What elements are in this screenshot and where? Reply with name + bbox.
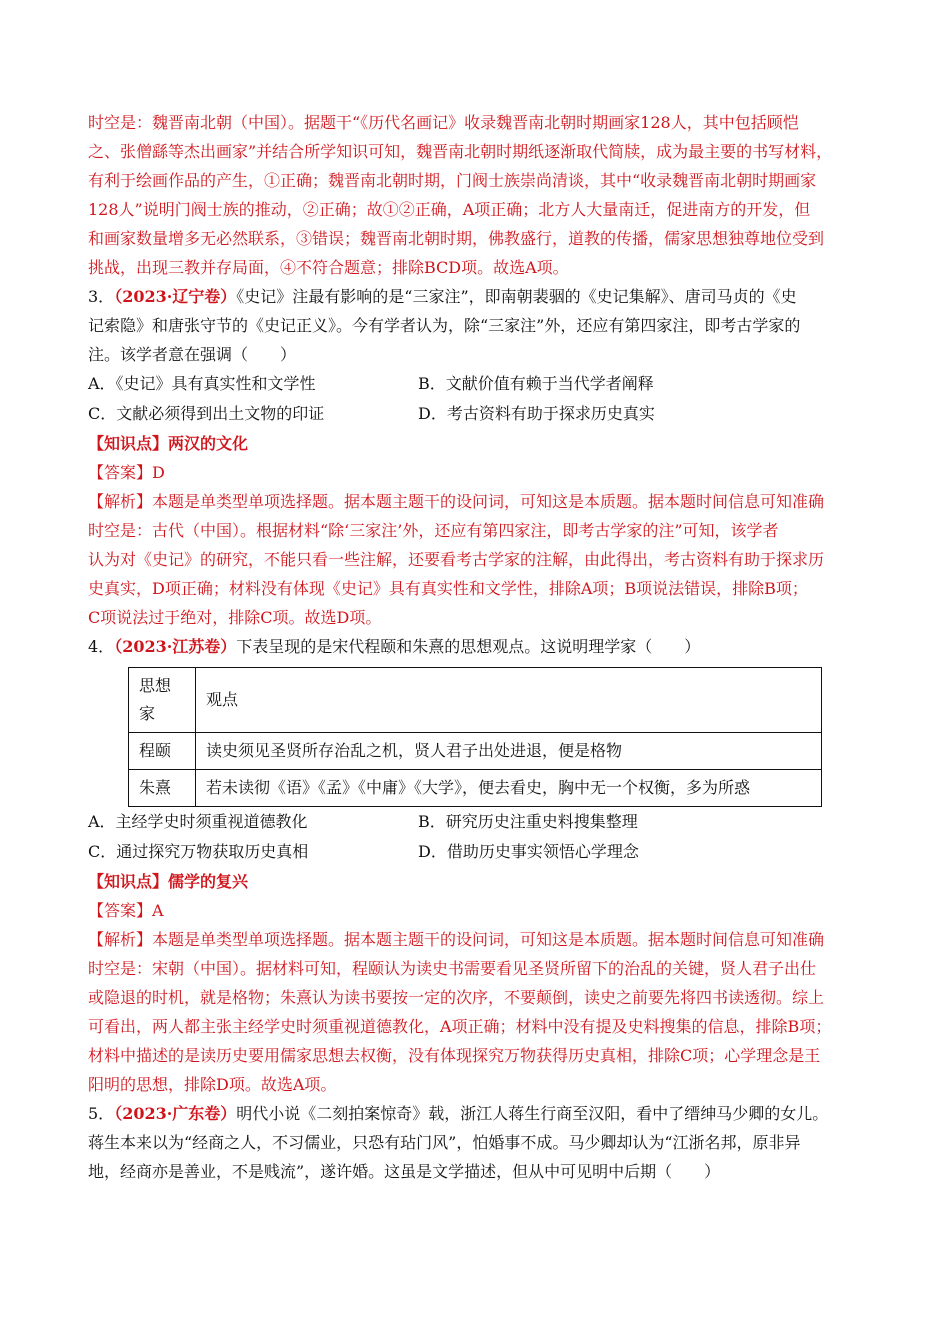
table-header-cell: 思想家 (129, 668, 196, 733)
table-cell: 程颐 (129, 733, 196, 770)
analysis-line: 时空是：古代（中国）。根据材料“除‘三家注’外，还应有第四家注，即考古学家的注”可知，该学者 (88, 521, 779, 540)
table-row (129, 770, 822, 807)
question-source: （2023·广东卷） (114, 1104, 237, 1123)
table-header-row (129, 668, 822, 733)
question-source: （2023·辽宁卷） (114, 287, 237, 306)
option-d: D．借助历史事实领悟心学理念 (418, 842, 639, 861)
answer: 【答案】D (88, 463, 165, 482)
analysis-line: 可看出，两人都主张主经学史时须重视道德教化，A项正确；材料中没有提及史料搜集的信息，排除B项； (88, 1017, 832, 1036)
analysis-line: 时空是：宋朝（中国）。据材料可知，程颐认为读史书需要看见圣贤所留下的治乱的关键，贤人君子出仕 (88, 959, 817, 978)
knowledge-point: 【知识点】两汉的文化 (88, 434, 249, 453)
table-header-cell: 观点 (196, 668, 822, 733)
stem-text: 记索隐》和唐张守节的《史记正义》。今有学者认为，除“三家注”外，还应有第四家注，即考古学家的 (88, 316, 801, 335)
option-c: C．通过探究万物获取历史真相 (88, 842, 309, 861)
table-row (129, 733, 822, 770)
table-cell: 朱熹 (129, 770, 196, 807)
analysis-line: 【解析】本题是单类型单项选择题。据本题主题干的设问词，可知这是本质题。据本题时间信息可知准确 (88, 930, 825, 949)
options-row (88, 399, 868, 429)
analysis-line: 阳明的思想，排除D项。故选A项。 (88, 1075, 337, 1094)
analysis-line: 认为对《史记》的研究，不能只看一些注解，还要看考古学家的注解，由此得出，考古资料有助于探求历 (88, 550, 825, 569)
knowledge-point: 【知识点】儒学的复兴 (88, 872, 249, 891)
table-cell: 读史须见圣贤所存治乱之机，贤人君子出处进退，便是格物 (196, 733, 822, 770)
option-b: B．研究历史注重史料搜集整理 (418, 812, 638, 831)
analysis-line: 之、张僧繇等杰出画家”并结合所学知识可知，魏晋南北朝时期纸逐渐取代简牍，成为最主要的书写材料， (88, 142, 833, 161)
question-number: 4． (88, 637, 115, 656)
question-3 (88, 282, 868, 632)
table-cell: 若未读彻《语》《孟》《中庸》《大学》，便去看史，胸中无一个权衡，多为所惑 (196, 770, 822, 807)
stem-text: 下表呈现的是宋代程颐和朱熹的思想观点。这说明理学家（ ） (236, 637, 701, 656)
analysis-line: 挑战，出现三教并存局面，④不符合题意；排除BCD项。故选A项。 (88, 258, 569, 277)
option-c: C．文献必须得到出土文物的印证 (88, 404, 325, 423)
analysis-line: C项说法过于绝对，排除C项。故选D项。 (88, 608, 382, 627)
stem-text: 蒋生本来以为“经商之人，不习儒业，只恐有玷门风”，怕婚事不成。马少卿却认为“江浙名邦，原非异 (88, 1133, 801, 1152)
analysis-line: 有利于绘画作品的产生，①正确；魏晋南北朝时期，门阀士族崇尚清谈，其中“收录魏晋南北朝时期画家 (88, 171, 817, 190)
stem-text: 注。该学者意在强调（ ） (88, 345, 297, 364)
question-number: 5． (88, 1104, 115, 1123)
question-source: （2023·江苏卷） (114, 637, 237, 656)
question-4 (88, 632, 868, 1099)
question-stem (88, 282, 868, 311)
option-d: D．考古资料有助于探求历史真实 (418, 404, 655, 423)
analysis-line: 或隐退的时机，就是格物；朱熹认为读书要按一定的次序，不要颠倒，读史之前要先将四书读透彻。综上 (88, 988, 825, 1007)
q2-analysis (88, 108, 868, 282)
viewpoint-table (128, 667, 822, 807)
stem-text: 《史记》注最有影响的是“三家注”，即南朝裴骃的《史记集解》、唐司马贞的《史 (236, 287, 797, 306)
question-stem (88, 1099, 868, 1128)
stem-text: 地，经商亦是善业，不是贱流”，遂许婚。这虽是文学描述，但从中可见明中后期（ ） (88, 1162, 721, 1181)
options-row (88, 837, 868, 867)
question-number: 3． (88, 287, 115, 306)
question-stem (88, 632, 868, 661)
options-row (88, 807, 868, 837)
option-a: A．《史记》具有真实性和文学性 (88, 374, 316, 393)
answer: 【答案】A (88, 901, 164, 920)
stem-text: 明代小说《二刻拍案惊奇》载，浙江人蒋生行商至汉阳，看中了缙绅马少卿的女儿。 (236, 1104, 829, 1123)
analysis-line: 和画家数量增多无必然联系，③错误；魏晋南北朝时期，佛教盛行，道教的传播，儒家思想独尊地位受到 (88, 229, 825, 248)
analysis-line: 时空是：魏晋南北朝（中国）。据题干“《历代名画记》收录魏晋南北朝时期画家128人，其中包括顾恺 (88, 113, 799, 132)
question-5 (88, 1099, 868, 1186)
options-row (88, 369, 868, 399)
analysis-line: 【解析】本题是单类型单项选择题。据本题主题干的设问词，可知这是本质题。据本题时间信息可知准确 (88, 492, 825, 511)
analysis-line: 史真实，D项正确；材料没有体现《史记》具有真实性和文学性，排除A项；B项说法错误，排除B项； (88, 579, 808, 598)
analysis-line: 128人”说明门阀士族的推动，②正确；故①②正确，A项正确；北方人大量南迁，促进南方的开发，但 (88, 200, 811, 219)
document-page (88, 108, 868, 1186)
option-b: B．文献价值有赖于当代学者阐释 (418, 374, 654, 393)
option-a: A．主经学史时须重视道德教化 (88, 812, 308, 831)
analysis-line: 材料中描述的是读历史要用儒家思想去权衡，没有体现探究万物获得历史真相，排除C项；心学理念是王 (88, 1046, 821, 1065)
